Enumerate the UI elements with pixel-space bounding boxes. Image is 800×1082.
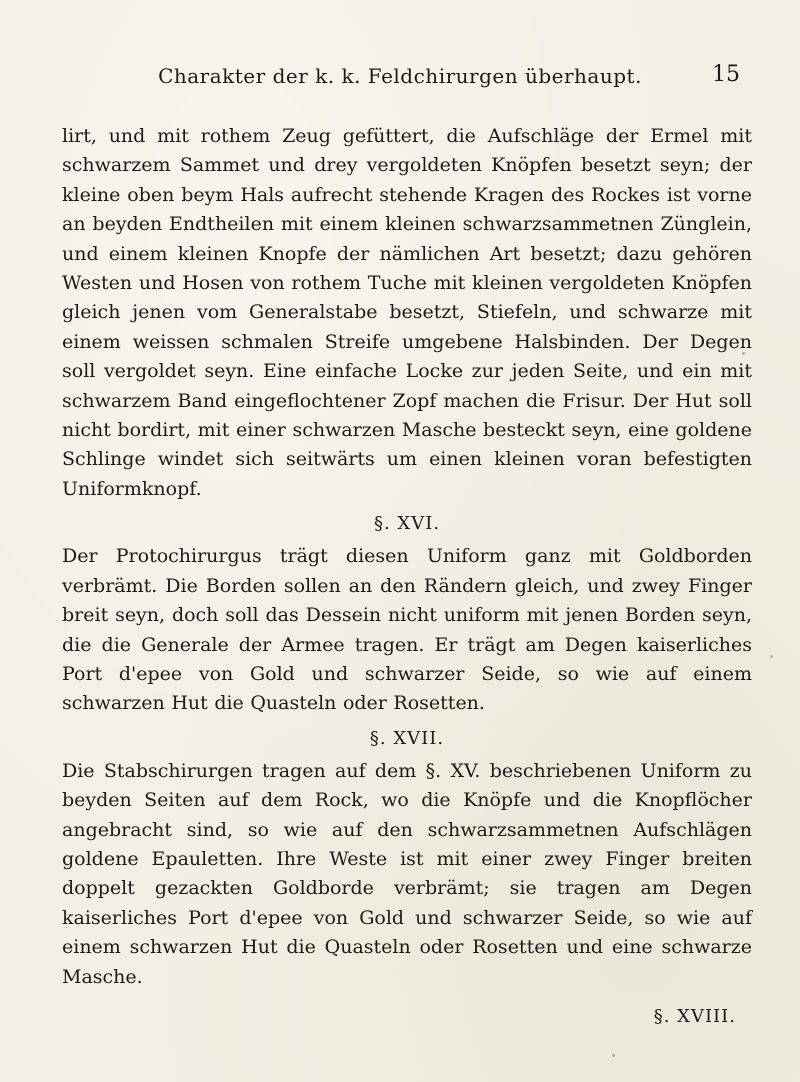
running-title: Charakter der k. k. Feldchirurgen überhaupt. bbox=[158, 64, 642, 88]
section-heading-xvi: §. XVI. bbox=[373, 513, 441, 535]
paper-speck bbox=[770, 655, 773, 658]
body-text bbox=[62, 122, 752, 992]
catchword: §. XVIII. bbox=[653, 1006, 736, 1027]
paragraph-stabschirurgen: Die Stabschirurgen tragen auf dem §. XV. beschriebenen Uniform zu beyden Seiten auf dem Rock, wo die Knöpfe und die Knopflöcher angebracht sind, so wie auf den schwarzsammetnen Aufschlägen goldene Epauletten. Ihre Weste ist mit einer zwey Finger breiten doppelt gezackten Goldborde verbrämt; sie tragen am Degen kaiserliches Port d'epee von Gold und schwarzer Seide, so wie auf einem schwarzen Hut die Quasteln oder Rosetten und eine schwarze Masche. bbox=[62, 759, 752, 988]
running-head bbox=[120, 58, 740, 98]
paper-speck bbox=[612, 1054, 615, 1057]
section-heading-xvii: §. XVII. bbox=[369, 727, 445, 749]
paragraph-protochirurgus: Der Protochirurgus trägt diesen Uniform ganz mit Goldborden verbrämt. Die Borden sollen an den Rändern gleich, und zwey Finger breit seyn, doch soll das Dessein nicht uniform mit jenen Borden seyn, die die Generale der Armee tragen. Er trägt am Degen kaiserliches Port d'epee von Gold und schwarzer Seide, so wie auf einem schwarzen Hut die Quasteln oder Rosetten. bbox=[62, 545, 752, 715]
paragraph-continued: lirt, und mit rothem Zeug gefüttert, die Aufschläge der Ermel mit schwarzem Sammet und drey vergoldeten Knöpfen besetzt seyn; der kleine oben beym Hals aufrecht stehende Kragen des Rockes ist vorne an beyden Endtheilen mit einem kleinen schwarzsammetnen Zünglein, und einem kleinen Knopfe der nämlichen Art besetzt; dazu gehören Westen und Hosen von rothem Tuche mit kleinen vergoldeten Knöpfen gleich jenen vom Generalstabe besetzt, Stiefeln, und schwarze mit einem weissen schmalen Streife umgebene Halsbinden. Der Degen soll vergoldet seyn. Eine einfache Locke zur jeden Seite, und ein mit schwarzem Band eingeflochtener Zopf machen die Frisur. Der Hut soll nicht bordirt, mit einer schwarzen Masche besteckt seyn, eine goldene Schlinge windet sich seitwärts um einen kleinen voran befestigten Uniformknopf. bbox=[62, 125, 752, 500]
paper-speck bbox=[742, 352, 745, 355]
page-number: 15 bbox=[712, 62, 740, 87]
